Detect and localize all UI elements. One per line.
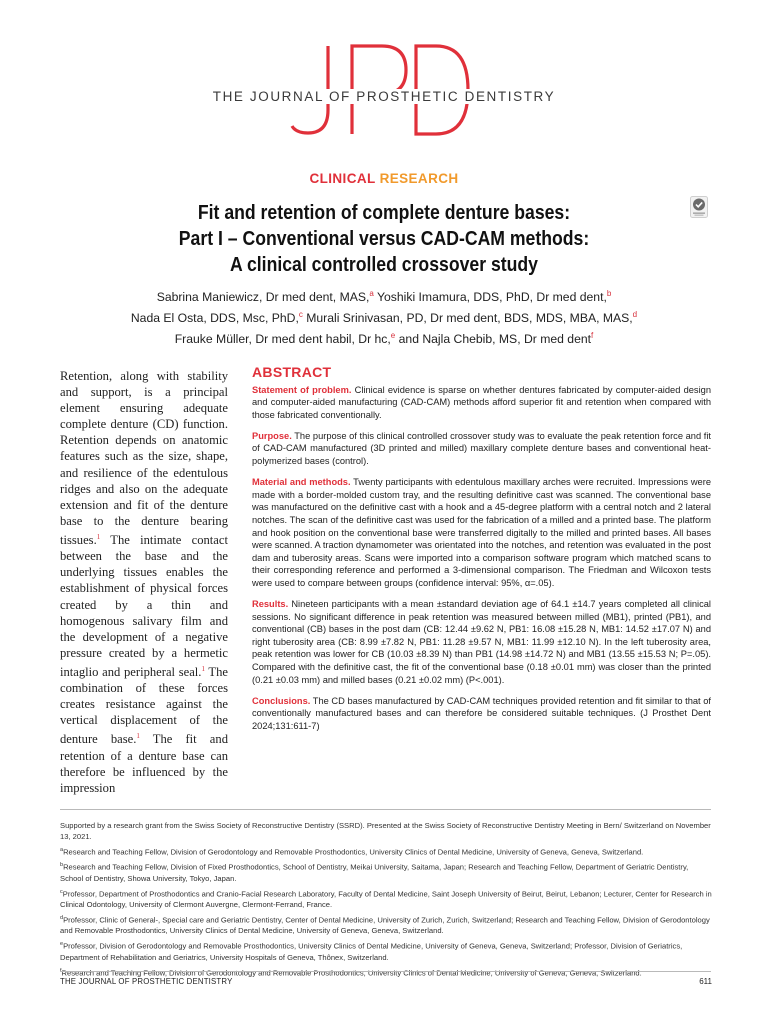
footnote-text: Research and Teaching Fellow, Division of Gerodontology and Removable Prosthodontics, University Clinics of Dental Medicine, University of Geneva, Geneva, Switzerland. bbox=[61, 968, 642, 978]
footnote-affiliation bbox=[60, 913, 712, 937]
author-3: Nada El Osta, DDS, Msc, PhD, bbox=[130, 311, 299, 326]
abstract-label: Purpose. bbox=[252, 430, 292, 441]
abstract-text: The CD bases manufactured by CAD-CAM techniques provided retention and fit similar to that of conventionally manufactured bases and can therefore be considered suitable techniques. (J Prosthet Dent 2024;131:611-7) bbox=[252, 695, 711, 731]
author-affil-mark[interactable]: c bbox=[298, 310, 303, 320]
footnotes bbox=[60, 821, 712, 981]
footnote-text: Research and Teaching Fellow, Division of Fixed Prosthodontics, School of Dentistry, Meikai University, Saitama, Japan; Research and Teaching Fellow, Department of Geriatric Dentistry, School of Dentistry, Showa University, Tokyo, Japan. bbox=[60, 862, 689, 883]
crossmark-icon[interactable] bbox=[690, 196, 708, 218]
abstract-heading: ABSTRACT bbox=[252, 364, 332, 380]
article-title bbox=[80, 200, 688, 278]
author-6: and Najla Chebib, MS, Dr med dent bbox=[395, 332, 592, 347]
abstract-label: Statement of problem. bbox=[252, 384, 352, 395]
footnote-mark: b bbox=[60, 862, 64, 869]
reference-link[interactable]: 1 bbox=[136, 732, 140, 741]
body-text: Retention, along with stability and support, is a principal element ensuring adequate complete denture (CD) function. Retention depends on anatomic features such as the size, shape, and resilience of the edentulous ridges and also on the adequate extension and fit of the denture base to the denture bearing tissues. bbox=[60, 369, 228, 548]
footnote-mark: e bbox=[60, 941, 64, 948]
footnote-text: Professor, Clinic of General-, Special care and Geriatric Dentistry, Center of Dental Medicine, University of Zurich, Zurich, Switzerland; Research and Teaching Fellow, Division of Gerodontology and Removable Prosthodontics, University Clinics of Dental Medicine, University of Geneva, Geneva, Switzerland. bbox=[60, 915, 710, 936]
footnote-mark: a bbox=[60, 846, 64, 853]
body-text: The fit and retention of a denture base can therefore be influenced by the impression bbox=[60, 732, 228, 795]
abstract-label: Results. bbox=[252, 599, 289, 609]
section-label-word2: RESEARCH bbox=[379, 171, 459, 186]
abstract-text: The purpose of this clinical controlled crossover study was to evaluate the peak retention force and fit of CAD-CAM manufactured (3D printed and milled) maxillary complete denture bases and conventional heat-polymerized bases (control). bbox=[252, 430, 711, 467]
abstract-purpose bbox=[252, 430, 711, 468]
author-affil-mark[interactable]: e bbox=[390, 331, 396, 341]
abstract-label: Material and methods. bbox=[252, 477, 351, 488]
abstract-text: Nineteen participants with a mean ±standard deviation age of 64.1 ±14.7 years completed all clinical sessions. No significant difference in peak retention was measured between milled (MB1), printed (PB1), and conventional (CB) bases in the post dam (CB: 12.44 ±9.62 N, PB1: 16.08 ±15.28 N, MB1: 14.52 ±17.07 N) and right tuberosity area (CB: 8.99 ±7.82 N, PB1: 11.28 ±9.57 N, MB1: 11.99 ±12.10 N). In the left tuberosity area, peak retention was lower for CB (10.03 ±8.39 N) than PB1 (14.98 ±14.72 N) and MB1 (13.55 ±15.53 N; P=.05). Compared with the definitive cast, the fit of the conventional base (0.18 ±0.01 mm) was closer than the printed (0.21 ±0.03 mm) and milled bases (0.21 ±0.02 mm) (P<.001). bbox=[252, 599, 711, 685]
author-2: Yoshiki Imamura, DDS, PhD, Dr med dent, bbox=[373, 290, 607, 305]
footnote-text: Research and Teaching Fellow, Division of Gerodontology and Removable Prosthodontics, University Clinics of Dental Medicine, University of Geneva, Geneva, Switzerland. bbox=[63, 847, 644, 857]
abstract-conclusions bbox=[252, 695, 711, 733]
footer-journal-name: THE JOURNAL OF PROSTHETIC DENTISTRY bbox=[60, 977, 233, 986]
footnote-support: Supported by a research grant from the Swiss Society of Reconstructive Dentistry (SSRD). Presented at the Swiss Society of Reconstructive Dentistry Meeting in Bern/ Switzerland on November 13, 2021. bbox=[60, 821, 711, 841]
title-line-2: Part I – Conventional versus CAD-CAM methods: bbox=[178, 227, 590, 250]
abstract-methods bbox=[252, 476, 711, 589]
reference-link[interactable]: 1 bbox=[96, 532, 101, 541]
abstract-text: Clinical evidence is sparse on whether dentures fabricated by computer-aided design and computer-aided manufacturing (CAD-CAM) methods afford superior fit and retention when compared with those fabricated conventionally. bbox=[252, 384, 711, 420]
footnote-mark: c bbox=[60, 888, 63, 895]
footnote-text: Professor, Department of Prosthodontics and Cranio-Facial Research Laboratory, Faculty of Dental Medicine, Saint Joseph University of Beirut, Beirut, Lebanon; Lecturer, Center for Research in Clinical Odontology, University of Clermont Auvergne, Clermont-Ferrand, France. bbox=[60, 889, 712, 910]
body-text-column bbox=[60, 368, 228, 796]
footnote-mark: f bbox=[60, 967, 62, 974]
author-affil-mark[interactable]: a bbox=[369, 289, 374, 298]
title-line-1: Fit and retention of complete denture bases: bbox=[197, 201, 571, 224]
divider bbox=[60, 809, 711, 810]
abstract-section bbox=[252, 366, 711, 741]
journal-name: THE JOURNAL OF PROSTHETIC DENTISTRY bbox=[212, 89, 556, 104]
abstract-text: Twenty participants with edentulous maxillary arches were recruited. Impressions were made with a border-molded custom tray, and the resulting definitive cast was scanned. The conventional base was manufactured on the definitive cast with a hook and a 45-degree platform with a central notch and 2 lateral notches. The scan of the definitive cast was used for the fabrication of a milled and a printed base. The platform and hook position on the conventional base were transferred digitally to the milled and printed bases. All bases were scanned. A traction dynamometer was orientated into the notches, and retention was evaluated in the post dam and tuberosity areas. Scans were imported into a comparison software program which matched scans to their corresponding reference and performed a 3-dimensional comparison. The Friedman and Wilcoxon tests were used to compare between groups (confidence interval: 95%, α=.05). bbox=[252, 477, 711, 588]
author-affil-mark[interactable]: b bbox=[606, 289, 612, 298]
author-list bbox=[60, 285, 708, 348]
footnote-affiliation bbox=[60, 887, 712, 911]
author-5: Frauke Müller, Dr med dent habil, Dr hc, bbox=[174, 332, 391, 347]
body-text: The intimate contact between the base and the underlying tissues enables the establishment of physical forces created by a thin and homogenous salivary film and the development of a negative pressure created by a hermetic intaglio and peripheral seal. bbox=[60, 533, 228, 680]
author-1: Sabrina Maniewicz, Dr med dent, MAS, bbox=[156, 290, 370, 305]
abstract-label: Conclusions. bbox=[252, 695, 311, 706]
footnote-affiliation bbox=[60, 939, 712, 963]
footnote-mark: d bbox=[60, 914, 64, 921]
title-line-3: A clinical controlled crossover study bbox=[230, 253, 538, 276]
section-label bbox=[0, 171, 768, 186]
author-4: Murali Srinivasan, PD, Dr med dent, BDS, MDS, MBA, MAS, bbox=[302, 311, 633, 326]
footnote-affiliation bbox=[60, 860, 712, 884]
section-label-word1: CLINICAL bbox=[309, 171, 376, 186]
abstract-statement bbox=[252, 384, 711, 422]
page-number: 611 bbox=[699, 977, 712, 986]
reference-link[interactable]: 1 bbox=[201, 664, 205, 673]
divider bbox=[60, 971, 711, 972]
body-text: The combination of these forces creates resistance against the vertical displacement of the denture base. bbox=[60, 665, 228, 747]
footnote-text: Professor, Division of Gerodontology and Removable Prosthodontics, University Clinics of Dental Medicine, University of Geneva, Geneva, Switzerland; Professor, Division of Geriatrics, Department of Rehabilitation and Geriatrics, University Hospitals of Geneva, Thônex, Switzerland. bbox=[60, 941, 683, 962]
footnote-affiliation bbox=[60, 845, 712, 858]
author-affil-mark[interactable]: f bbox=[591, 331, 594, 341]
abstract-results bbox=[252, 598, 711, 686]
author-affil-mark[interactable]: d bbox=[632, 310, 638, 320]
